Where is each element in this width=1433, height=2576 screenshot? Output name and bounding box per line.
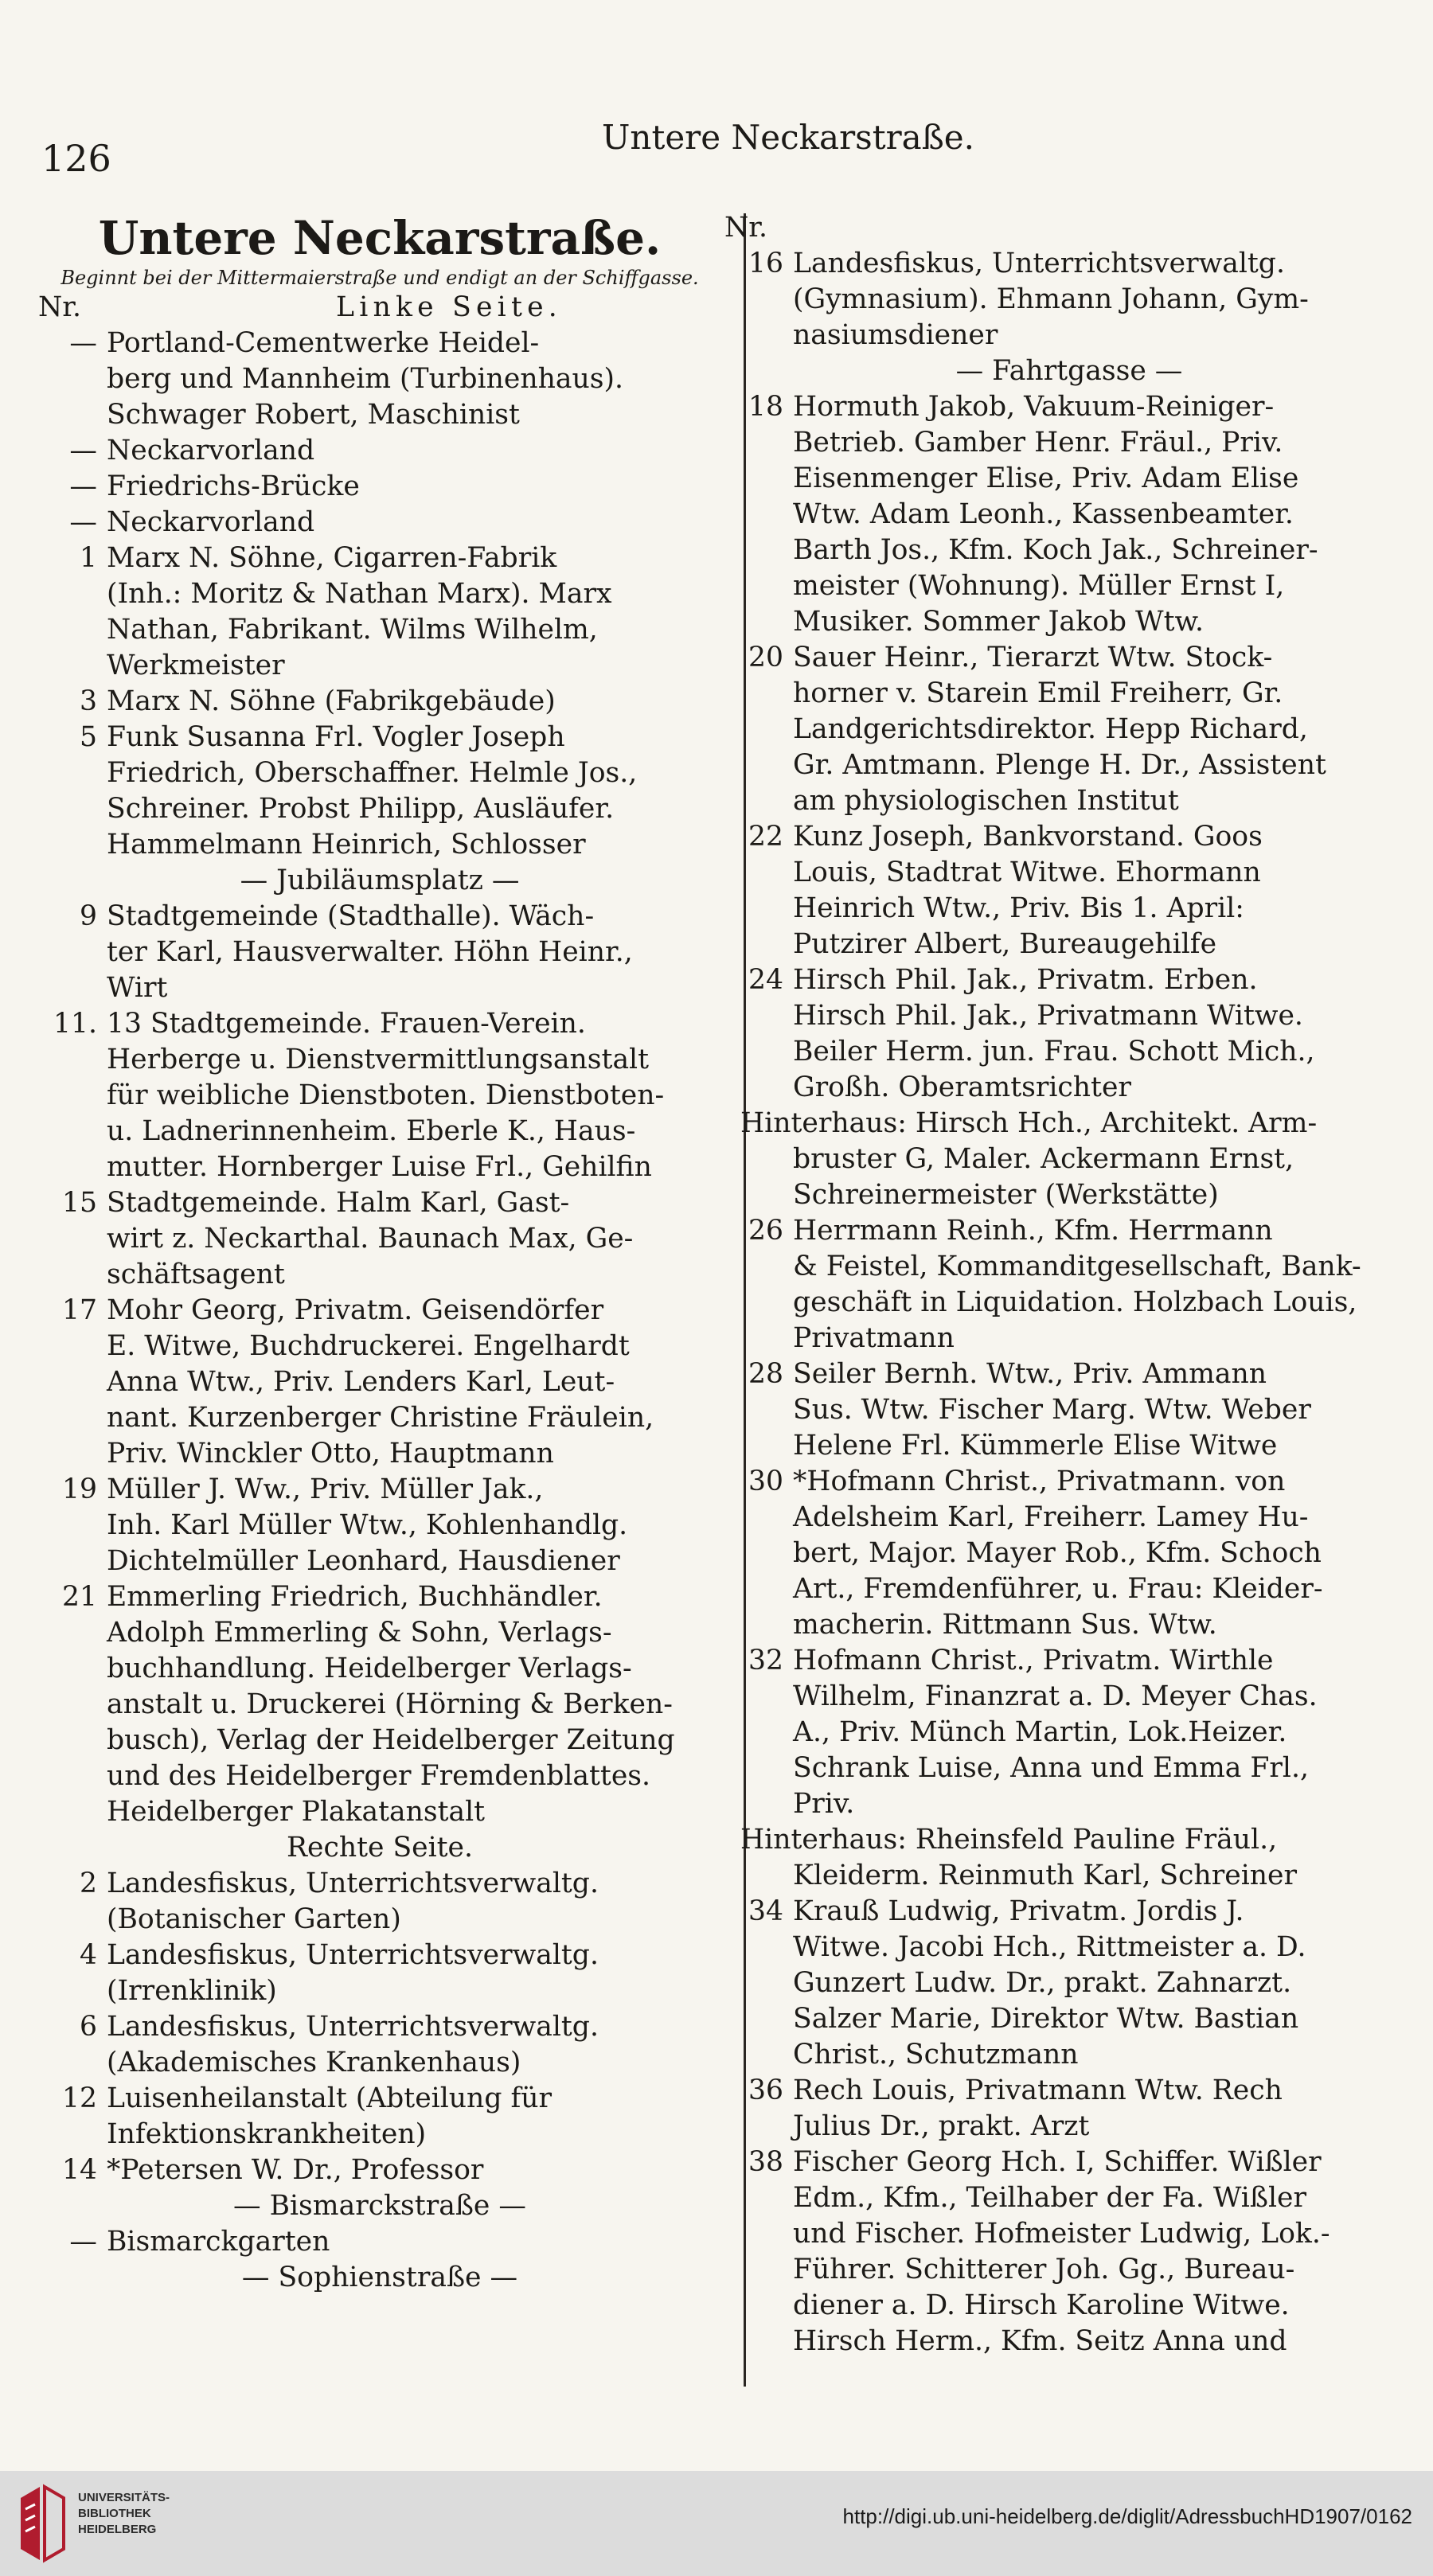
cross-street-label: — Jubiläumsplatz — <box>240 865 520 896</box>
entry-text: Schreiner. Probst Philipp, Ausläufer. <box>107 793 615 825</box>
entry-line <box>38 361 721 397</box>
entry-text: Privatmann <box>793 1322 955 1354</box>
entry-line <box>724 2073 1414 2109</box>
entry-line <box>38 1544 721 1579</box>
entry-line <box>724 1679 1414 1715</box>
entry-text: Funk Susanna Frl. Vogler Joseph <box>107 721 565 753</box>
entry-text: bruster G, Maler. Ackermann Ernst, <box>793 1143 1294 1175</box>
entry-line <box>38 1758 721 1794</box>
entry-text: Wirt <box>107 972 168 1004</box>
entry-text: Julius Dr., prakt. Arzt <box>793 2110 1090 2142</box>
entry-text: Werkmeister <box>107 650 285 681</box>
entry-text: meister (Wohnung). Müller Ernst I, <box>793 570 1285 602</box>
house-number: 34 <box>748 1895 783 1927</box>
entry-text: Portland-Cementwerke Heidel- <box>107 327 540 359</box>
entry-line <box>724 568 1414 604</box>
entry-text: Stadtgemeinde (Stadthalle). Wäch- <box>107 900 595 932</box>
entry-line <box>724 1356 1414 1392</box>
entry-line <box>724 1786 1414 1822</box>
entry-line <box>724 1034 1414 1070</box>
entry-line <box>38 541 721 576</box>
entry-text: Art., Fremdenführer, u. Frau: Kleider- <box>793 1573 1323 1605</box>
street-title: Untere Neckarstraße. <box>98 211 662 265</box>
running-head: Untere Neckarstraße. <box>602 118 974 157</box>
entry-line <box>38 1579 721 1615</box>
entry-text: Landesfiskus, Unterrichtsverwaltg. <box>107 1868 599 1899</box>
entry-line <box>38 1723 721 1758</box>
entry-line <box>724 604 1414 640</box>
footer-bar <box>0 2471 1433 2576</box>
entry-text: Landgerichtsdirektor. Hepp Richard, <box>793 713 1308 745</box>
entry-line <box>724 2180 1414 2216</box>
entry-text: Beiler Herm. jun. Frau. Schott Mich., <box>793 1036 1315 1067</box>
house-number: 1 <box>80 542 97 574</box>
house-number: 21 <box>62 1581 97 1613</box>
page-number: 126 <box>41 137 111 180</box>
entry-line <box>724 2324 1414 2359</box>
house-number: 38 <box>748 2146 783 2178</box>
entry-text: anstalt u. Druckerei (Hörning & Berken- <box>107 1688 673 1720</box>
entry-line <box>724 2001 1414 2037</box>
entry-text: bert, Major. Mayer Rob., Kfm. Schoch <box>793 1537 1322 1569</box>
entry-line <box>724 497 1414 533</box>
house-number: 4 <box>80 1939 97 1971</box>
entry-line <box>724 2288 1414 2324</box>
entry-line <box>38 2224 721 2260</box>
entry-line <box>38 1436 721 1472</box>
house-number: 14 <box>62 2154 97 2186</box>
column-header <box>724 210 1414 246</box>
entry-text: Christ., Schutzmann <box>793 2039 1079 2071</box>
entry-text: Hammelmann Heinrich, Schlosser <box>107 829 586 861</box>
house-number: 2 <box>80 1868 97 1899</box>
entry-line <box>38 684 721 720</box>
logo-line: BIBLIOTHEK <box>78 2507 151 2520</box>
entry-text: und des Heidelberger Fremdenblattes. <box>107 1760 651 1792</box>
right-column <box>724 210 1414 2359</box>
entry-text: Heinrich Wtw., Priv. Bis 1. April: <box>793 892 1244 924</box>
cross-street-label: — Sophienstraße — <box>241 2262 518 2293</box>
entry-text: Hormuth Jakob, Vakuum-Reiniger- <box>793 391 1275 423</box>
entry-line <box>38 935 721 970</box>
entry-text: schäftsagent <box>107 1259 285 1290</box>
cross-street-label: Rechte Seite. <box>286 1832 474 1864</box>
entry-line <box>38 1221 721 1257</box>
entry-line <box>724 2037 1414 2073</box>
entry-line <box>38 1006 721 1042</box>
entry-line <box>38 1149 721 1185</box>
entry-line <box>724 1285 1414 1321</box>
entry-text: (Botanischer Garten) <box>107 1903 401 1935</box>
entry-text: ter Karl, Hausverwalter. Höhn Heinr., <box>107 936 633 968</box>
entry-text: *Petersen W. Dr., Professor <box>107 2154 484 2186</box>
entry-text: mutter. Hornberger Luise Frl., Gehilfin <box>107 1151 652 1183</box>
entry-text: Emmerling Friedrich, Buchhändler. <box>107 1581 603 1613</box>
house-number: 26 <box>748 1215 783 1247</box>
house-number: 19 <box>62 1473 97 1505</box>
rear-building-entry: Hinterhaus: Hirsch Hch., Architekt. Arm- <box>740 1107 1318 1139</box>
entry-line <box>38 433 721 469</box>
entry-line <box>724 712 1414 747</box>
house-number: 6 <box>80 2011 97 2043</box>
house-number: 32 <box>748 1645 783 1676</box>
entry-text: diener a. D. Hirsch Karoline Witwe. <box>793 2289 1290 2321</box>
entry-line <box>724 640 1414 676</box>
entry-line <box>724 2145 1414 2180</box>
entry-line <box>724 1607 1414 1643</box>
entry-line <box>38 970 721 1006</box>
entry-line <box>38 397 721 433</box>
entry-text: Hirsch Herm., Kfm. Seitz Anna und <box>793 2325 1287 2357</box>
entry-text: Musiker. Sommer Jakob Wtw. <box>793 606 1204 638</box>
entry-line <box>724 1751 1414 1786</box>
entry-line <box>724 1500 1414 1536</box>
entry-text: berg und Mannheim (Turbinenhaus). <box>107 363 623 395</box>
entry-text: Sus. Wtw. Fischer Marg. Wtw. Weber <box>793 1394 1311 1426</box>
house-number: 16 <box>748 248 783 279</box>
entry-text: (Gymnasium). Ehmann Johann, Gym- <box>793 283 1309 315</box>
entry-text: Seiler Bernh. Wtw., Priv. Ammann <box>793 1358 1267 1390</box>
entry-text: Neckarvorland <box>107 435 315 466</box>
entry-line <box>724 461 1414 497</box>
entry-text: am physiologischen Institut <box>793 785 1179 817</box>
entry-text: Kleiderm. Reinmuth Karl, Schreiner <box>793 1860 1298 1891</box>
entry-text: Hirsch Phil. Jak., Privatmann Witwe. <box>793 1000 1303 1032</box>
entry-line <box>724 282 1414 318</box>
entry-text: Müller J. Ww., Priv. Müller Jak., <box>107 1473 544 1505</box>
entry-line <box>38 1257 721 1293</box>
entry-text: u. Ladnerinnenheim. Eberle K., Haus- <box>107 1115 636 1147</box>
entry-line <box>724 389 1414 425</box>
house-number: 36 <box>748 2074 783 2106</box>
street-subtitle: Beginnt bei der Mittermaierstraße und endigt an der Schiffgasse. <box>61 267 699 289</box>
side-label: Linke Seite. <box>336 291 562 323</box>
entry-text: macherin. Rittmann Sus. Wtw. <box>793 1609 1217 1641</box>
entry-line <box>38 1042 721 1078</box>
entry-line <box>724 1894 1414 1930</box>
left-entries <box>38 326 721 2296</box>
entry-text: (Akademisches Krankenhaus) <box>107 2047 521 2078</box>
entry-line <box>38 505 721 541</box>
entry-line <box>38 720 721 755</box>
entry-line <box>724 1715 1414 1751</box>
entry-line <box>38 612 721 648</box>
entry-line <box>38 1902 721 1938</box>
entry-line <box>724 1142 1414 1177</box>
entry-line <box>38 648 721 684</box>
house-number: 22 <box>748 821 783 853</box>
house-number: — <box>69 2226 97 2258</box>
entry-line <box>38 1508 721 1544</box>
entry-line <box>724 2252 1414 2288</box>
entry-line <box>724 1536 1414 1571</box>
entry-line <box>38 2260 721 2296</box>
entry-text: Fischer Georg Hch. I, Schiffer. Wißler <box>793 2146 1322 2178</box>
entry-text: Anna Wtw., Priv. Lenders Karl, Leut- <box>107 1366 615 1398</box>
house-number: 12 <box>62 2082 97 2114</box>
entry-text: Priv. Winckler Otto, Hauptmann <box>107 1438 554 1469</box>
house-number: 11. <box>53 1008 97 1040</box>
house-number: 24 <box>748 964 783 996</box>
cross-street-label: — Fahrtgasse — <box>955 355 1183 387</box>
entry-text: Dichtelmüller Leonhard, Hausdiener <box>107 1545 620 1577</box>
entry-line <box>724 1858 1414 1894</box>
entry-text: nasiumsdiener <box>793 319 998 351</box>
permalink-url[interactable]: http://digi.ub.uni-heidelberg.de/diglit/AdressbuchHD1907/0162 <box>842 2504 1412 2528</box>
entry-line <box>724 318 1414 353</box>
house-number: 18 <box>748 391 783 423</box>
house-number: — <box>69 435 97 466</box>
entry-text: Wilhelm, Finanzrat a. D. Meyer Chas. <box>793 1680 1318 1712</box>
house-number: 20 <box>748 642 783 673</box>
entry-line <box>38 1472 721 1508</box>
entry-text: Eisenmenger Elise, Priv. Adam Elise <box>793 463 1299 494</box>
entry-line <box>724 425 1414 461</box>
entry-line <box>724 891 1414 927</box>
entry-line <box>38 1687 721 1723</box>
column-header-nr: Nr. <box>724 212 767 244</box>
entry-text: Adolph Emmerling & Sohn, Verlags- <box>107 1617 612 1649</box>
house-number: 28 <box>748 1358 783 1390</box>
entry-text: Landesfiskus, Unterrichtsverwaltg. <box>107 1939 599 1971</box>
house-number: — <box>69 506 97 538</box>
entry-line <box>38 1078 721 1114</box>
house-number: 17 <box>62 1294 97 1326</box>
entry-line <box>724 1070 1414 1106</box>
entry-line <box>38 2188 721 2224</box>
entry-text: E. Witwe, Buchdruckerei. Engelhardt <box>107 1330 630 1362</box>
entry-line <box>38 1794 721 1830</box>
entry-line <box>38 1651 721 1687</box>
entry-line <box>38 2153 721 2188</box>
entry-line <box>724 1177 1414 1213</box>
entry-text: Salzer Marie, Direktor Wtw. Bastian <box>793 2003 1299 2035</box>
entry-line <box>724 1392 1414 1428</box>
house-number: 30 <box>748 1466 783 1497</box>
entry-line <box>38 1114 721 1149</box>
entry-line <box>38 2081 721 2117</box>
entry-line <box>38 1329 721 1364</box>
cross-street-label: — Bismarckstraße — <box>233 2190 526 2222</box>
entry-text: Putzirer Albert, Bureaugehilfe <box>793 928 1217 960</box>
entry-text: Hofmann Christ., Privatm. Wirthle <box>793 1645 1274 1676</box>
entry-line <box>38 1364 721 1400</box>
entry-text: Neckarvorland <box>107 506 315 538</box>
column-header-nr: Nr. <box>38 291 81 323</box>
entry-text: Herrmann Reinh., Kfm. Herrmann <box>793 1215 1273 1247</box>
entry-line <box>724 855 1414 891</box>
entry-text: 13 Stadtgemeinde. Frauen-Verein. <box>107 1008 586 1040</box>
entry-text: Helene Frl. Kümmerle Elise Witwe <box>793 1430 1278 1462</box>
entry-line <box>38 1615 721 1651</box>
entry-text: Bismarckgarten <box>107 2226 330 2258</box>
entry-line <box>38 576 721 612</box>
entry-text: Inh. Karl Müller Wtw., Kohlenhandlg. <box>107 1509 628 1541</box>
entry-text: und Fischer. Hofmeister Ludwig, Lok.- <box>793 2218 1330 2250</box>
entry-line <box>724 1822 1414 1858</box>
right-entries <box>724 246 1414 2359</box>
entry-text: Sauer Heinr., Tierarzt Wtw. Stock- <box>793 642 1273 673</box>
entry-line <box>38 1938 721 1973</box>
entry-line <box>724 819 1414 855</box>
entry-line <box>38 2009 721 2045</box>
entry-text: Herberge u. Dienstvermittlungsanstalt <box>107 1044 650 1075</box>
entry-text: Adelsheim Karl, Freiherr. Lamey Hu- <box>793 1501 1309 1533</box>
entry-text: Landesfiskus, Unterrichtsverwaltg. <box>107 2011 599 2043</box>
house-number: 15 <box>62 1187 97 1219</box>
entry-line <box>38 1400 721 1436</box>
logo-text <box>78 2490 170 2538</box>
entry-text: *Hofmann Christ., Privatmann. von <box>793 1466 1286 1497</box>
entry-line <box>38 791 721 827</box>
entry-text: Hirsch Phil. Jak., Privatm. Erben. <box>793 964 1258 996</box>
entry-line <box>38 1293 721 1329</box>
entry-text: für weibliche Dienstboten. Dienstboten- <box>107 1079 665 1111</box>
entry-text: Infektionskrankheiten) <box>107 2118 427 2150</box>
entry-text: busch), Verlag der Heidelberger Zeitung <box>107 1724 675 1756</box>
entry-text: Priv. <box>793 1788 855 1820</box>
entry-line <box>724 533 1414 568</box>
entry-text: Gr. Amtmann. Plenge H. Dr., Assistent <box>793 749 1326 781</box>
entry-text: wirt z. Neckarthal. Baunach Max, Ge- <box>107 1223 634 1255</box>
entry-text: Edm., Kfm., Teilhaber der Fa. Wißler <box>793 2182 1306 2214</box>
entry-line <box>38 326 721 361</box>
left-column <box>38 210 721 2296</box>
entry-line <box>724 783 1414 819</box>
entry-text: Luisenheilanstalt (Abteilung für <box>107 2082 553 2114</box>
house-number: 9 <box>80 900 97 932</box>
entry-line <box>724 1930 1414 1965</box>
entry-text: Wtw. Adam Leonh., Kassenbeamter. <box>793 498 1294 530</box>
entry-text: Louis, Stadtrat Witwe. Ehormann <box>793 857 1261 888</box>
house-number: — <box>69 327 97 359</box>
entry-text: Marx N. Söhne (Fabrikgebäude) <box>107 685 556 717</box>
entry-text: Stadtgemeinde. Halm Karl, Gast- <box>107 1187 570 1219</box>
entry-line <box>724 1464 1414 1500</box>
entry-text: A., Priv. Münch Martin, Lok.Heizer. <box>793 1716 1287 1748</box>
entry-text: nant. Kurzenberger Christine Fräulein, <box>107 1402 654 1434</box>
entry-line <box>38 899 721 935</box>
entry-text: (Inh.: Moritz & Nathan Marx). Marx <box>107 578 612 610</box>
entry-text: & Feistel, Kommanditgesellschaft, Bank- <box>793 1251 1361 1282</box>
entry-text: buchhandlung. Heidelberger Verlags- <box>107 1653 632 1684</box>
column-header <box>38 290 721 326</box>
entry-line <box>724 927 1414 962</box>
entry-line <box>724 676 1414 712</box>
entry-text: Betrieb. Gamber Henr. Fräul., Priv. <box>793 427 1283 459</box>
entry-text: geschäft in Liquidation. Holzbach Louis, <box>793 1286 1357 1318</box>
house-number: 3 <box>80 685 97 717</box>
entry-text: Friedrich, Oberschaffner. Helmle Jos., <box>107 757 638 789</box>
entry-line <box>724 1321 1414 1356</box>
entry-text: Kunz Joseph, Bankvorstand. Goos <box>793 821 1263 853</box>
entry-text: horner v. Starein Emil Freiherr, Gr. <box>793 677 1283 709</box>
entry-text: Krauß Ludwig, Privatm. Jordis J. <box>793 1895 1244 1927</box>
entry-text: (Irrenklinik) <box>107 1975 277 2007</box>
entry-line <box>724 1249 1414 1285</box>
entry-line <box>724 998 1414 1034</box>
entry-line <box>38 755 721 791</box>
entry-line <box>724 747 1414 783</box>
entry-text: Marx N. Söhne, Cigarren-Fabrik <box>107 542 557 574</box>
house-number: 5 <box>80 721 97 753</box>
entry-line <box>38 1185 721 1221</box>
entry-text: Schreinermeister (Werkstätte) <box>793 1179 1219 1211</box>
rear-building-entry: Hinterhaus: Rheinsfeld Pauline Fräul., <box>740 1824 1278 1856</box>
entry-line <box>724 2109 1414 2145</box>
entry-line <box>724 1106 1414 1142</box>
university-library-logo-icon <box>16 2482 68 2565</box>
entry-line <box>38 1973 721 2009</box>
entry-line <box>724 2216 1414 2252</box>
entry-line <box>38 469 721 505</box>
entry-line <box>38 2045 721 2081</box>
entry-text: Heidelberger Plakatanstalt <box>107 1796 486 1828</box>
entry-line <box>38 1830 721 1866</box>
logo-line: HEIDELBERG <box>78 2523 157 2536</box>
entry-line <box>38 827 721 863</box>
entry-text: Witwe. Jacobi Hch., Rittmeister a. D. <box>793 1931 1306 1963</box>
entry-line <box>38 863 721 899</box>
entry-text: Führer. Schitterer Joh. Gg., Bureau- <box>793 2254 1295 2285</box>
entry-line <box>724 1965 1414 2001</box>
entry-text: Mohr Georg, Privatm. Geisendörfer <box>107 1294 604 1326</box>
entry-line <box>724 353 1414 389</box>
entry-line <box>724 1643 1414 1679</box>
logo-line: UNIVERSITÄTS- <box>78 2491 170 2504</box>
entry-line <box>724 1213 1414 1249</box>
entry-line <box>724 962 1414 998</box>
entry-text: Friedrichs-Brücke <box>107 470 360 502</box>
entry-text: Gunzert Ludw. Dr., prakt. Zahnarzt. <box>793 1967 1292 1999</box>
entry-text: Schrank Luise, Anna und Emma Frl., <box>793 1752 1309 1784</box>
entry-line <box>38 2117 721 2153</box>
entry-text: Großh. Oberamtsrichter <box>793 1071 1131 1103</box>
entry-line <box>38 1866 721 1902</box>
entry-text: Barth Jos., Kfm. Koch Jak., Schreiner- <box>793 534 1318 566</box>
entry-text: Rech Louis, Privatmann Wtw. Rech <box>793 2074 1283 2106</box>
entry-text: Landesfiskus, Unterrichtsverwaltg. <box>793 248 1285 279</box>
entry-line <box>724 1571 1414 1607</box>
entry-text: Schwager Robert, Maschinist <box>107 399 520 431</box>
house-number: — <box>69 470 97 502</box>
entry-line <box>724 246 1414 282</box>
entry-line <box>724 1428 1414 1464</box>
entry-text: Nathan, Fabrikant. Wilms Wilhelm, <box>107 614 598 646</box>
